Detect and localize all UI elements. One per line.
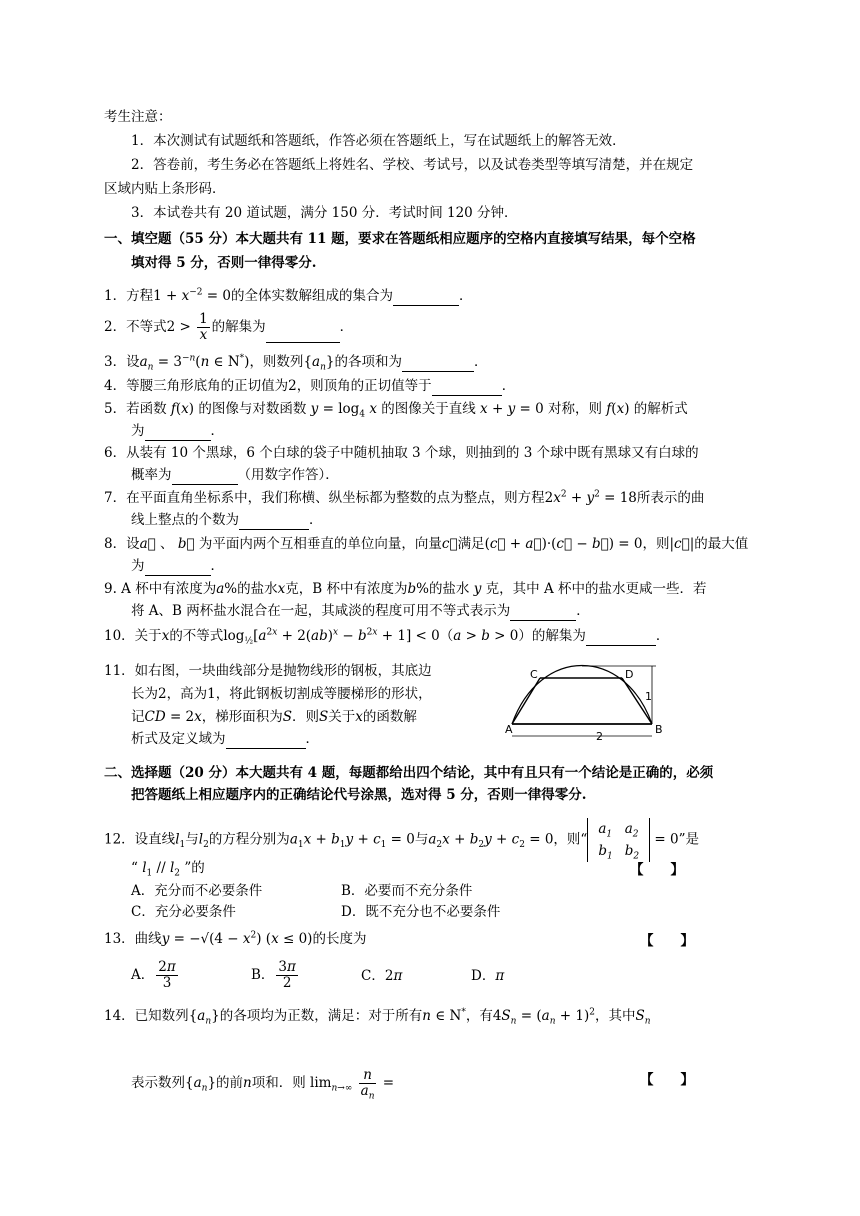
question-6-cont: 概率为 （用数字作答）． — [131, 467, 339, 483]
notice-title: 考生注意： — [104, 109, 172, 125]
label-height: 1 — [645, 690, 652, 703]
question-9: 9. A 杯中有浓度为a%的盐水x克，B 杯中有浓度为b%的盐水 y 克，其中 A 杯中的盐水更咸一些．若 — [104, 581, 707, 597]
label-c: C — [530, 668, 538, 681]
question-6: 6．从装有 10 个黑球，6 个白球的袋子中随机抽取 3 个球，则抽到的 3 个球中既有黑球又有白球的 — [104, 445, 699, 461]
section1-title-cont: 填对得 5 分，否则一律得零分. — [131, 255, 317, 271]
answer-bracket-12[interactable]: 【 】 — [630, 862, 684, 878]
parabola-trapezoid-figure — [500, 660, 668, 744]
question-5-cont: 为 ． — [131, 423, 224, 439]
question-12: 12．设直线$l_1$与$l_2$的方程分别为$a_1x + b_1y + c_1 = 0$与$a_2x + b_2y + c_2 = 0$，则“$a_1$ $a_2$ $b_1$ $b_2 = 0$”是 — [104, 818, 699, 862]
option-12b: B．必要而不充分条件 — [341, 883, 473, 899]
question-11-line-4: 析式及定义域为 ． — [131, 731, 319, 747]
notice-item-2-cont: 区域内贴上条形码． — [104, 181, 226, 197]
label-b: B — [655, 723, 663, 736]
question-9-cont: 将 A、B 两杯盐水混合在一起，其咸淡的程度可用不等式表示为 ． — [131, 603, 590, 619]
question-11-line-2: 长为2，高为1，将此钢板切割成等腰梯形的形状， — [131, 686, 432, 702]
question-14-line-2: 表示数列$\{a_n\}$的前n项和．则 $\lim_{n\to\infty}$ $\frac{n}{a_n}$ = — [131, 1067, 395, 1102]
label-width: 2 — [596, 730, 603, 743]
question-1: 1．方程$1 + x^{-2} = 0$的全体实数解组成的集合为 ． — [104, 287, 473, 304]
question-11-line-3: 记CD = 2x，梯形面积为S．则S关于x的函数解 — [131, 709, 417, 725]
option-13a: A． $\frac{2\pi}{3}$ — [131, 959, 176, 991]
option-13d: D．π — [471, 968, 505, 984]
section2-title-cont: 把答题纸上相应题序内的正确结论代号涂黑，选对得 5 分，否则一律得零分. — [131, 787, 587, 803]
question-7-cont: 线上整点的个数为 ． — [131, 512, 323, 528]
option-12d: D．既不充分也不必要条件 — [341, 904, 501, 920]
question-5: 5．若函数 f(x) 的图像与对数函数 $y = \log_4 x$ 的图像关于直线 x + y = 0 对称，则 f(x) 的解析式 — [104, 401, 688, 420]
label-a: A — [505, 723, 513, 736]
answer-bracket-14[interactable]: 【 】 — [640, 1072, 694, 1088]
section2-title: 二、选择题（20 分）本大题共有 4 题，每题都给出四个结论，其中有且只有一个结论是正确的，必须 — [104, 765, 714, 781]
question-8: 8．设a⃗ 、 b⃗ 为平面内两个互相垂直的单位向量，向量c⃗满足(c⃗ + a⃗)·(c⃗ − b⃗) = 0，则|c⃗|的最大值 — [104, 536, 749, 552]
notice-item-1: 1．本次测试有试题纸和答题纸，作答必须在答题纸上，写在试题纸上的解答无效． — [131, 133, 626, 149]
option-13c: C．2π — [361, 968, 403, 984]
question-14: 14．已知数列$\{a_n\}$的各项均为正数，满足：对于所有n ∈ N*，有$4S_n = (a_n + 1)^2$，其中$S_n$ — [104, 1007, 651, 1027]
option-12c: C．充分必要条件 — [131, 904, 236, 920]
question-3: 3．设$a_n = 3^{-n}(n$ ∈ N*)，则数列$\{a_n\}$的各项和为 ． — [104, 353, 488, 373]
question-8-cont: 为 ． — [131, 558, 224, 574]
option-13b: B． $\frac{3\pi}{2}$ — [251, 959, 296, 991]
section1-title: 一、填空题（55 分）本大题共有 11 题，要求在答题纸相应题序的空格内直接填写结果，每个空格 — [104, 231, 696, 247]
question-11: 11．如右图，一块曲线部分是抛物线形的钢板，其底边 — [104, 663, 432, 679]
question-7: 7．在平面直角坐标系中，我们称横、纵坐标都为整数的点为整点，则方程$2x^2 + y^2 = 18$所表示的曲 — [104, 489, 705, 506]
label-d: D — [625, 668, 634, 681]
answer-bracket-13[interactable]: 【 】 — [640, 933, 694, 949]
notice-item-2: 2．答卷前，考生务必在答题纸上将姓名、学校、考试号，以及试卷类型等填写清楚，并在规定 — [131, 157, 694, 173]
notice-item-3: 3．本试卷共有 20 道试题，满分 150 分．考试时间 120 分钟． — [131, 205, 518, 221]
question-4: 4．等腰三角形底角的正切值为2，则顶角的正切值等于 ． — [104, 378, 516, 394]
question-2: 2．不等式2 > $\frac{1}{x}$ 的解集为 ． — [104, 311, 354, 343]
question-13: 13．曲线$y = -√(4 - x^2)$ (x ≤ 0)的长度为 — [104, 930, 367, 947]
question-10: 10．关于x的不等式$\log_{\frac{1}{2}}[a^{2x} + 2(ab)^x - b^{2x} + 1] < 0(a > b > 0)$的解集为 ． — [104, 627, 670, 647]
option-12a: A．充分而不必要条件 — [131, 883, 263, 899]
question-12-line-2: “ $l_1 // l_2$ ”的 — [131, 860, 205, 879]
